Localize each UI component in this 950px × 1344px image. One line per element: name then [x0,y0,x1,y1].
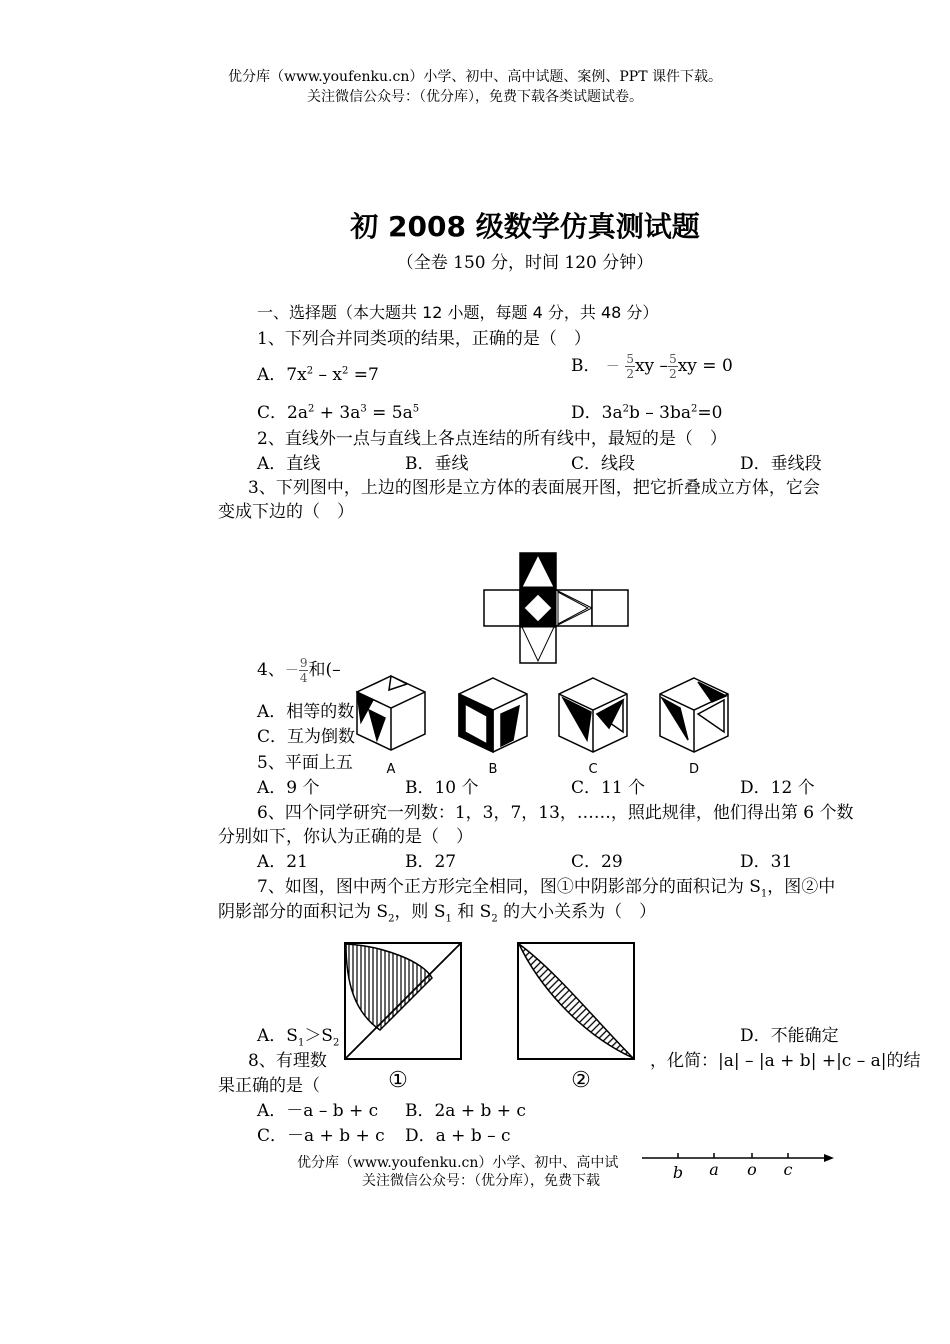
cube-option-c [559,678,627,752]
q4-option-a: A．相等的数 [257,702,355,722]
footer-line-2: 关注微信公众号：（优分库），免费下载 [362,1173,600,1189]
q6-option-b: B．27 [405,852,457,872]
q7-option-a: A．$S_1>S_2$ [257,1026,340,1049]
q8-option-c: C．－a + b + c [257,1126,385,1146]
q8-stem-rest: ，化简：|a| – |a + b| +|c – a|的结 [650,1051,921,1071]
number-line-figure [640,1148,836,1182]
axis-label-c: c [783,1160,793,1179]
figure-2-label: ② [571,1068,591,1093]
q3-stem-2: 变成下边的（ ） [218,502,354,522]
q8-option-d: D．a + b – c [405,1126,511,1146]
fraction: $\frac{5}{2}$ [669,352,677,381]
q8-stem-2: 果正确的是（ [218,1076,320,1096]
cube-option-a [357,676,425,750]
q6-stem-1: 6、四个同学研究一列数：1，3，7，13，……，照此规律，他们得出第 6 个数 [257,803,854,823]
cube-net-figure [484,552,630,666]
header-line-1: 优分库（www.youfenku.cn）小学、初中、高中试题、案例、PPT 课件下载。 [227,69,722,85]
fraction: $\frac{9}{4}$ [299,656,308,685]
q2-option-c: C．线段 [571,454,636,474]
cube-label-c: C [588,762,598,777]
q5-option-d: D．12 个 [740,778,815,798]
axis-label-o: o [747,1160,757,1179]
q2-stem: 2、直线外一点与直线上各点连结的所有线中，最短的是（ ） [257,429,727,449]
cube-options-figure [355,672,735,776]
fraction: $\frac{5}{2}$ [626,352,634,381]
q2-option-d: D．垂线段 [740,454,822,474]
q5-stem: 5、平面上五 [257,753,353,773]
q1-option-a: A．$7x^2 - x^2 =7$ [257,365,379,385]
q8-option-a: A．－a – b + c [257,1101,379,1121]
cube-option-b [459,678,527,752]
q7-stem-1: 7、如图，图中两个正方形完全相同，图①中阴影部分的面积记为 $S_1$，图②中 [257,877,836,900]
q1-option-d: D．$3a^2b - 3ba^2=0$ [571,403,723,423]
axis-label-b: b [672,1163,684,1182]
q1-stem: 1、下列合并同类项的结果，正确的是（ ） [257,329,591,349]
footer-line-1: 优分库（www.youfenku.cn）小学、初中、高中试 [297,1155,619,1171]
cube-option-d [660,678,728,752]
cube-label-b: B [488,762,498,777]
q8-stem-start: 8、有理数 [248,1051,327,1071]
header-line-2: 关注微信公众号：（优分库），免费下载各类试题试卷。 [307,89,643,105]
q7-stem-2: 阴影部分的面积记为 $S_2$，则 $S_1$ 和 $S_2$ 的大小关系为（ ） [218,902,657,925]
q7-option-d: D．不能确定 [740,1026,839,1046]
q8-option-b: B．2a + b + c [405,1101,526,1121]
q3-stem-1: 3、下列图中，上边的图形是立方体的表面展开图，把它折叠成立方体，它会 [248,478,820,498]
cube-label-a: A [386,762,396,777]
section-heading: 一、选择题（本大题共 12 小题，每题 4 分，共 48 分） [257,303,659,322]
q6-option-c: C．29 [571,852,623,872]
q6-stem-2: 分别如下，你认为正确的是（ ） [218,827,473,847]
axis-label-a: a [709,1160,719,1179]
q5-option-c: C．11 个 [571,778,646,798]
cube-label-d: D [688,762,700,777]
page-subtitle: （全卷 150 分，时间 120 分钟） [396,253,654,273]
q2-option-b: B．垂线 [405,454,469,474]
q7-figure-1 [344,942,462,1092]
q5-option-b: B．10 个 [405,778,479,798]
q4-stem: 4、－ $\frac{9}{4}$ 和(– [257,656,341,685]
q7-figure-2 [517,942,635,1092]
q1-option-c: C．$2a^2 + 3a^3 = 5a^5$ [257,403,420,423]
q6-option-d: D．31 [740,852,793,872]
q5-option-a: A．9 个 [257,778,320,798]
q6-option-a: A．21 [257,852,308,872]
q1-option-b: B． － $\frac{5}{2}$ xy – $\frac{5}{2}$ xy = 0 [571,352,733,381]
figure-1-label: ① [388,1068,408,1093]
q4-option-c: C．互为倒数 [257,727,356,747]
page-title: 初 2008 级数学仿真测试题 [350,210,700,243]
q2-option-a: A．直线 [257,454,321,474]
